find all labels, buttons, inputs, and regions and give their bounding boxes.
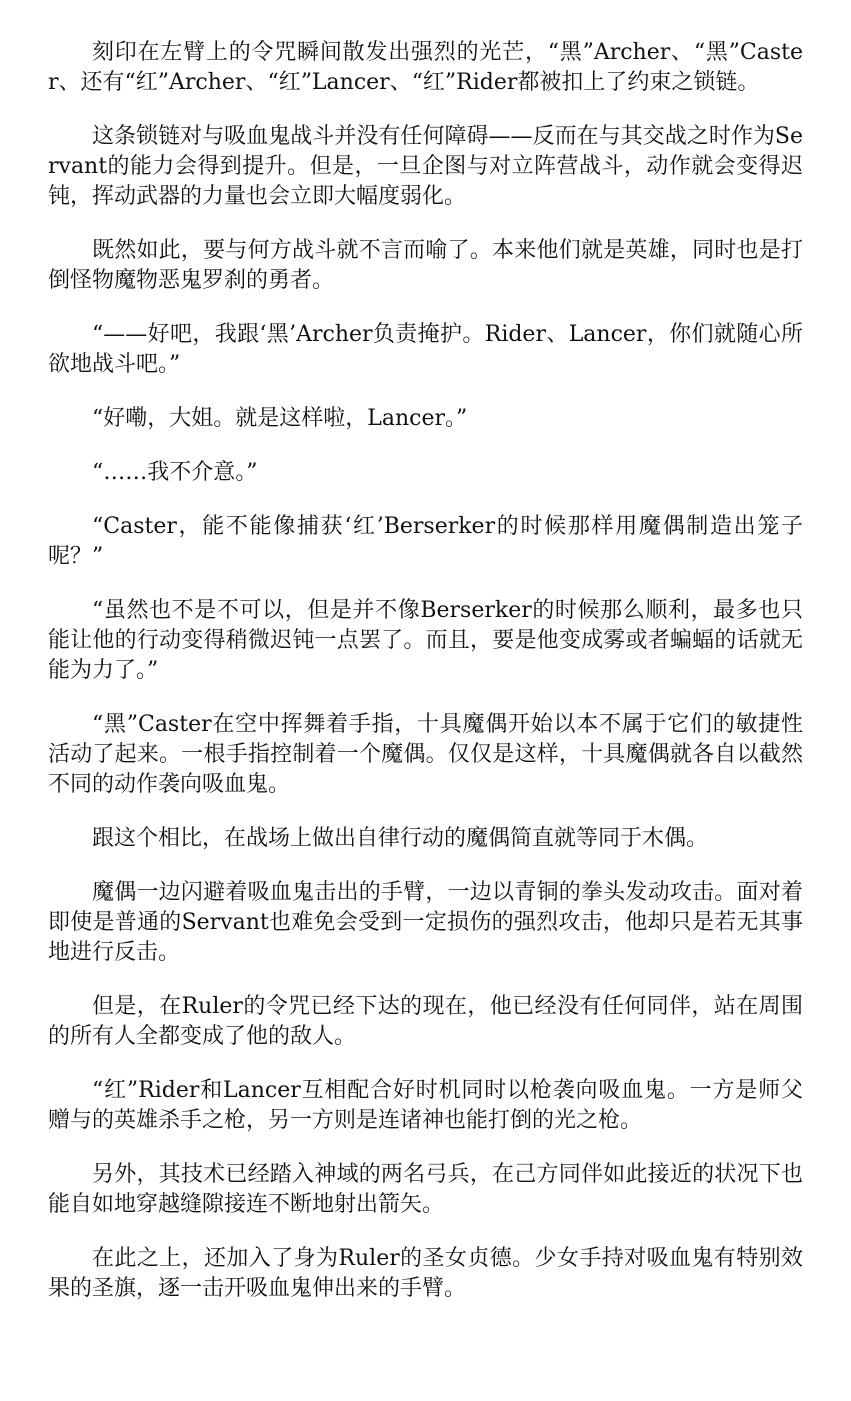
paragraph: 既然如此，要与何方战斗就不言而喻了。本来他们就是英雄，同时也是打倒怪物魔物恶鬼罗刹的勇者。: [48, 238, 803, 293]
paragraph: “Caster，能不能像捕获‘红’Berserker的时候那样用魔偶制造出笼子呢？”: [48, 514, 803, 569]
paragraph: 在此之上，还加入了身为Ruler的圣女贞德。少女手持对吸血鬼有特别效果的圣旗，逐一击开吸血鬼伸出来的手臂。: [48, 1246, 803, 1301]
paragraph: 跟这个相比，在战场上做出自律行动的魔偶简直就等同于木偶。: [92, 826, 709, 851]
paragraph: “虽然也不是不可以，但是并不像Berserker的时候那么顺利，最多也只能让他的行动变得稍微迟钝一点罢了。而且，要是他变成雾或者蝙蝠的话就无能为力了。”: [48, 598, 803, 683]
paragraph: “——好吧，我跟‘黑’Archer负责掩护。Rider、Lancer，你们就随心所欲地战斗吧。”: [48, 322, 803, 377]
paragraph: 魔偶一边闪避着吸血鬼击出的手臂，一边以青铜的拳头发动攻击。面对着即使是普通的Servant也难免会受到一定损伤的强烈攻击，他却只是若无其事地进行反击。: [48, 880, 803, 965]
paragraph: 刻印在左臂上的令咒瞬间散发出强烈的光芒，“黑”Archer、“黑”Caster、还有“红”Archer、“红”Lancer、“红”Rider都被扣上了约束之锁链。: [48, 40, 803, 95]
paragraph: “……我不介意。”: [92, 460, 258, 485]
paragraph: 这条锁链对与吸血鬼战斗并没有任何障碍——反而在与其交战之时作为Servant的能力会得到提升。但是，一旦企图与对立阵营战斗，动作就会变得迟钝，挥动武器的力量也会立即大幅度弱化。: [48, 124, 803, 209]
paragraph: “黑”Caster在空中挥舞着手指，十具魔偶开始以本不属于它们的敏捷性活动了起来。一根手指控制着一个魔偶。仅仅是这样，十具魔偶就各自以截然不同的动作袭向吸血鬼。: [48, 712, 803, 797]
paragraph: “红”Rider和Lancer互相配合好时机同时以枪袭向吸血鬼。一方是师父赠与的英雄杀手之枪，另一方则是连诸神也能打倒的光之枪。: [48, 1078, 803, 1133]
document-body: [48, 38, 803, 1304]
paragraph: “好嘞，大姐。就是这样啦，Lancer。”: [92, 406, 468, 431]
paragraph: 但是，在Ruler的令咒已经下达的现在，他已经没有任何同伴，站在周围的所有人全都变成了他的敌人。: [48, 994, 803, 1049]
paragraph: 另外，其技术已经踏入神域的两名弓兵，在己方同伴如此接近的状况下也能自如地穿越缝隙接连不断地射出箭矢。: [48, 1162, 803, 1217]
